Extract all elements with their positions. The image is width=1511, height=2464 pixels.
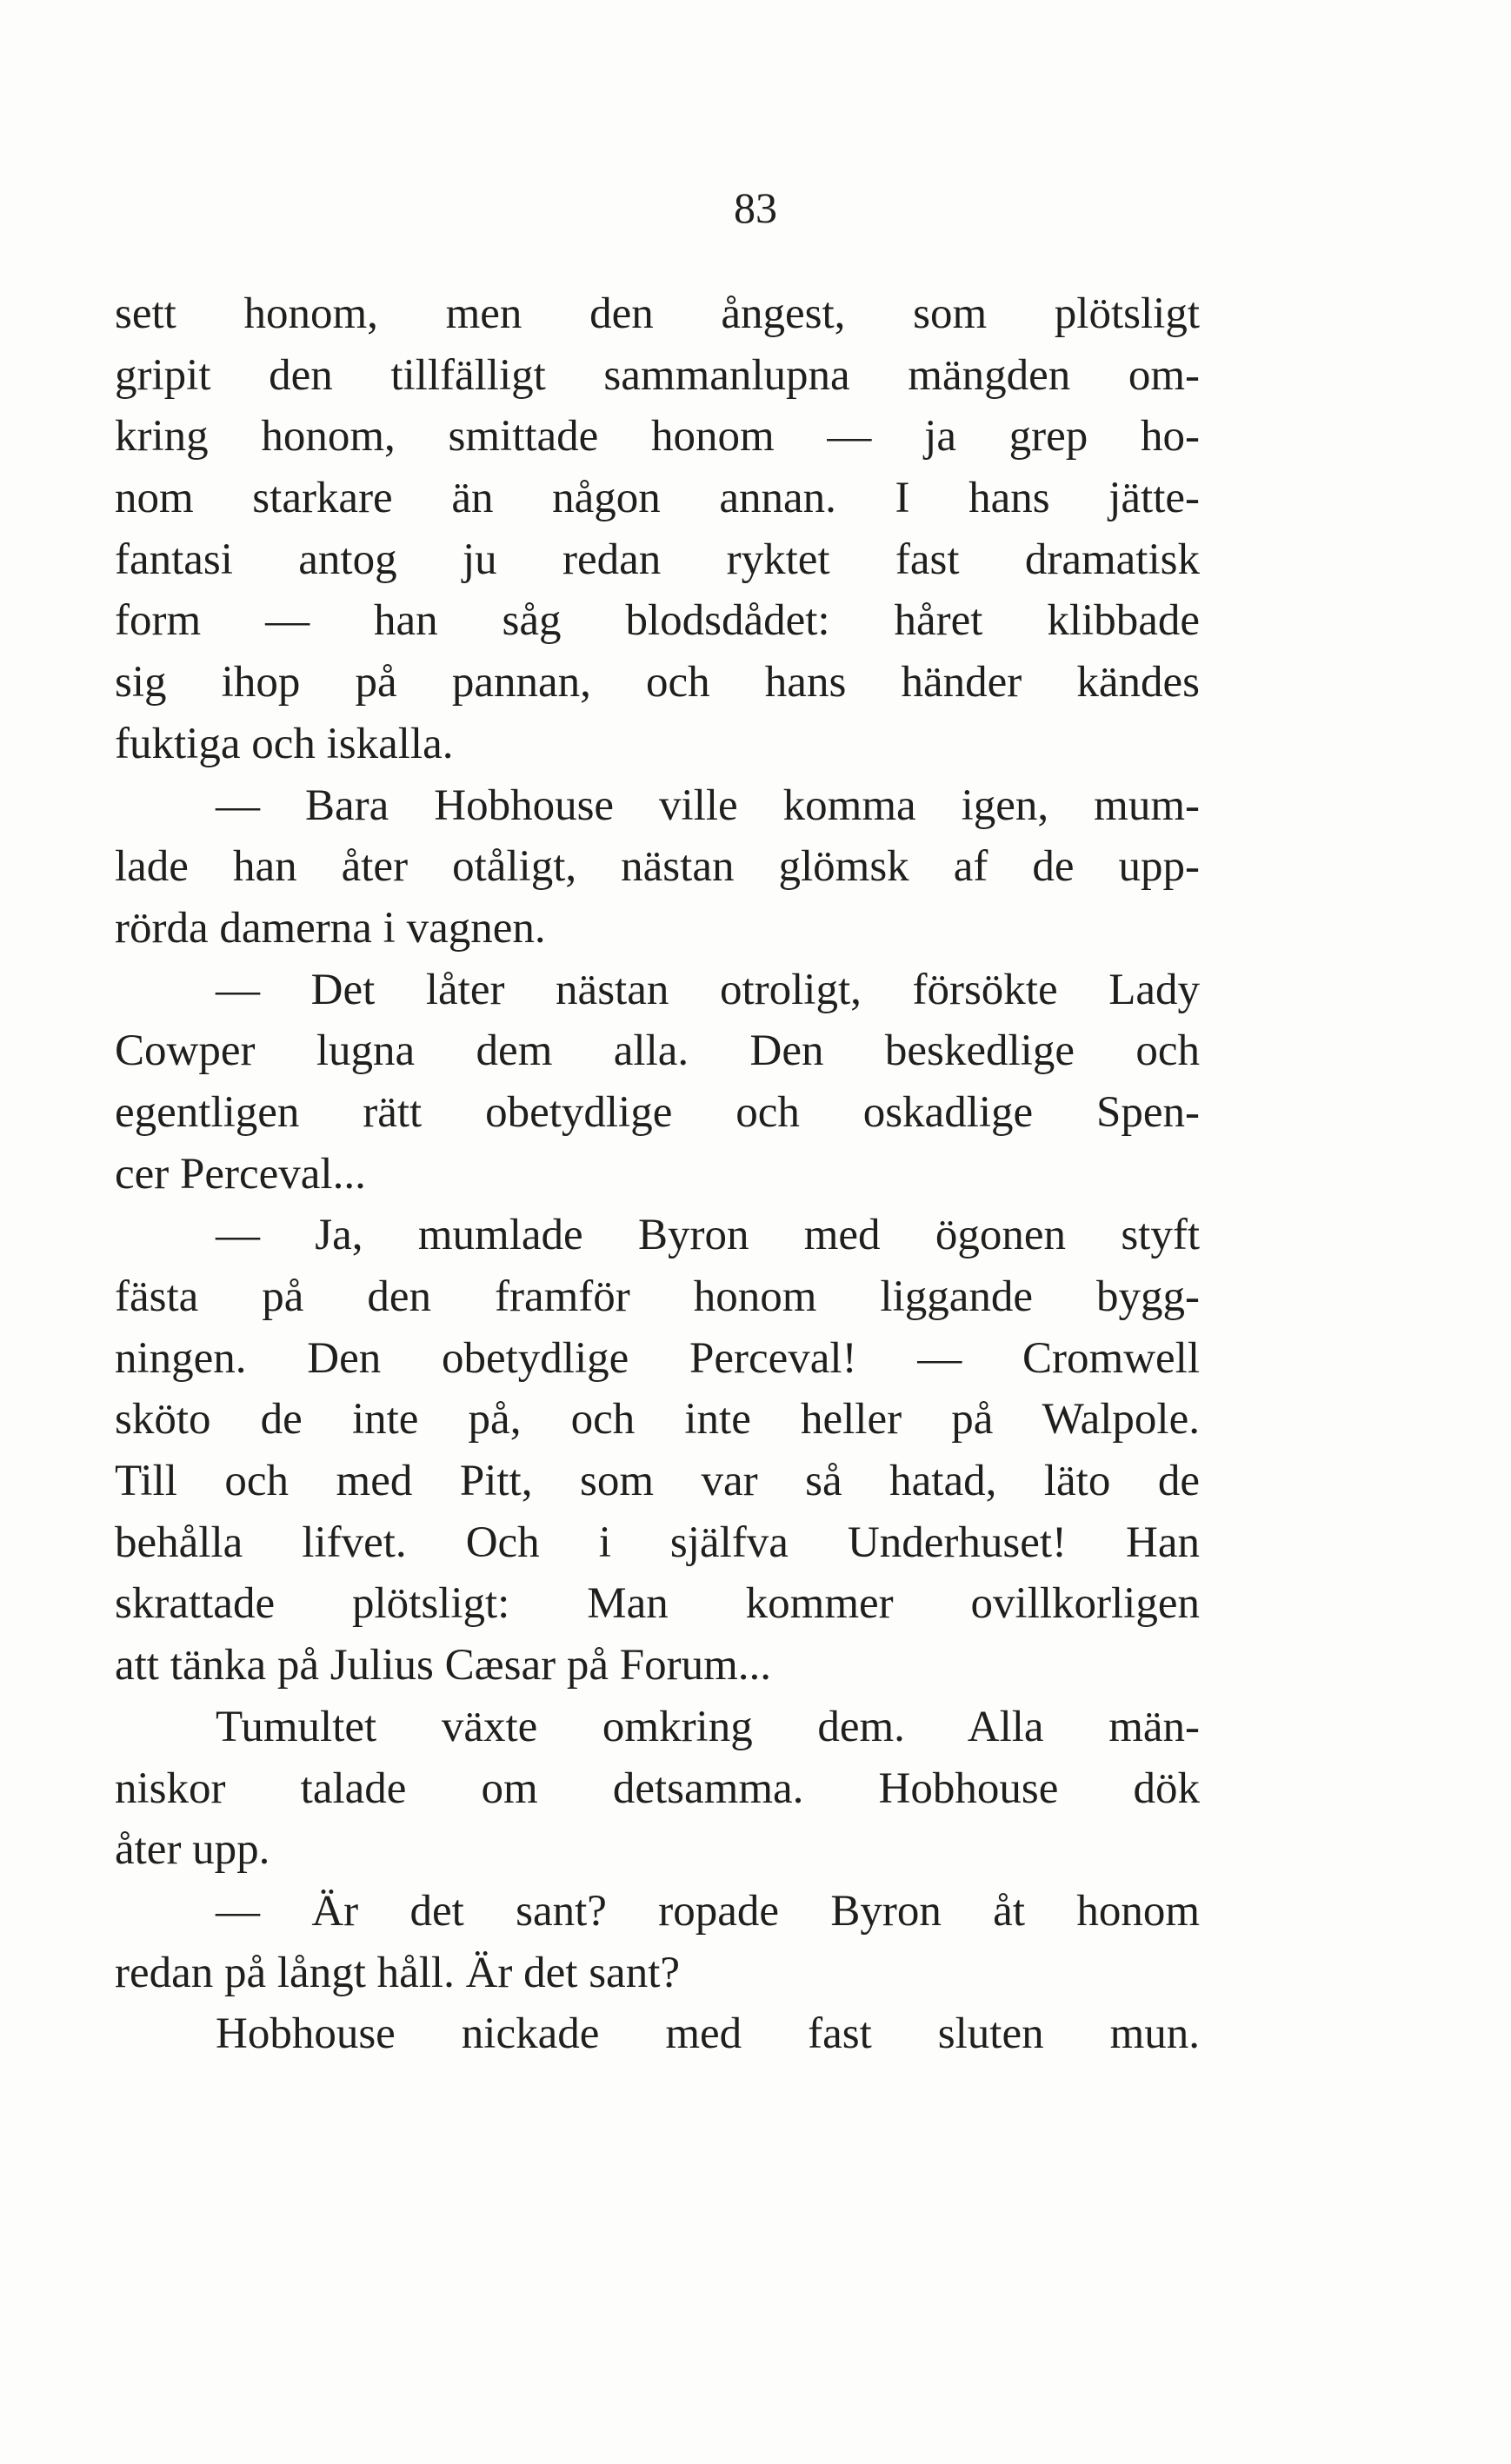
text-line: fästa på den framför honom liggande bygg- <box>115 1272 1200 1321</box>
text-line: — Det låter nästan otroligt, försökte Lady <box>216 965 1200 1014</box>
text-line: — Bara Hobhouse ville komma igen, mum- <box>216 780 1200 830</box>
text-line: egentligen rätt obetydlige och oskadlige Spen- <box>115 1087 1200 1137</box>
text-line: rörda damerna i vagnen. <box>115 903 546 953</box>
text-line: niskor talade om detsamma. Hobhouse dök <box>115 1763 1200 1813</box>
text-line: Cowper lugna dem alla. Den beskedlige och <box>115 1026 1200 1076</box>
text-line: gripit den tillfälligt sammanlupna mängden om- <box>115 350 1200 400</box>
text-line: sig ihop på pannan, och hans händer kändes <box>115 658 1200 707</box>
text-line: fantasi antog ju redan ryktet fast dramatisk <box>115 535 1200 584</box>
text-line: redan på långt håll. Är det sant? <box>115 1948 681 1997</box>
text-line: skrattade plötsligt: Man kommer ovillkorligen <box>115 1579 1200 1629</box>
text-line: behålla lifvet. Och i själfva Underhuset! Han <box>115 1518 1200 1567</box>
text-line: Tumultet växte omkring dem. Alla män- <box>216 1702 1200 1751</box>
text-line: form — han såg blodsdådet: håret klibbade <box>115 596 1200 646</box>
text-line: kring honom, smittade honom — ja grep ho- <box>115 412 1200 462</box>
text-line: — Är det sant? ropade Byron åt honom <box>216 1886 1200 1936</box>
text-line: nom starkare än någon annan. I hans jätte- <box>115 474 1200 523</box>
text-line: sett honom, men den ångest, som plötsligt <box>115 289 1200 338</box>
page-number: 83 <box>734 183 777 232</box>
text-line: fuktiga och iskalla. <box>115 719 454 768</box>
text-line: ningen. Den obetydlige Perceval! — Cromwell <box>115 1333 1200 1383</box>
body-text <box>115 283 1200 2065</box>
text-line: — Ja, mumlade Byron med ögonen styft <box>216 1211 1200 1260</box>
text-line: Hobhouse nickade med fast sluten mun. <box>216 2009 1200 2059</box>
text-line: sköto de inte på, och inte heller på Walpole. <box>115 1395 1200 1445</box>
text-line: cer Perceval... <box>115 1149 366 1199</box>
text-line: att tänka på Julius Cæsar på Forum... <box>115 1641 771 1690</box>
text-line: lade han åter otåligt, nästan glömsk af de upp- <box>115 842 1200 892</box>
text-line: Till och med Pitt, som var så hatad, läto de <box>115 1457 1200 1506</box>
text-line: åter upp. <box>115 1825 270 1875</box>
